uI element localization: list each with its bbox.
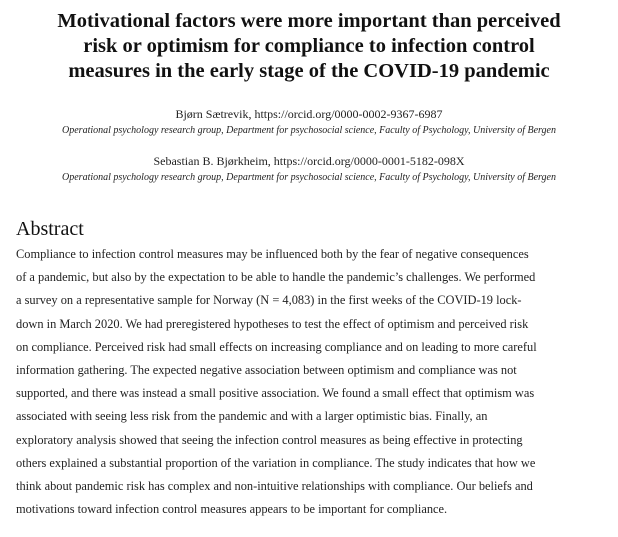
title-line: Motivational factors were more important than perceived [57,10,561,32]
abstract-heading: Abstract [16,218,84,240]
author-affiliation: Operational psychology research group, Department for psychosocial science, Faculty of Psychology, University of Bergen [62,125,556,136]
abstract-line: associated with seeing less risk from the pandemic and with a larger optimistic bias. Finally, an [16,409,488,424]
abstract-line: think about pandemic risk has complex and non-intuitive relationships with compliance. Our beliefs and [16,479,533,494]
abstract-line: information gathering. The expected negative association between optimism and compliance was not [16,363,517,378]
title-line: risk or optimism for compliance to infection control [83,35,535,57]
abstract-line: down in March 2020. We had preregistered hypotheses to test the effect of optimism and perceived risk [16,316,529,331]
abstract-line: supported, and there was instead a small positive association. We found a small effect that optimism was [16,386,535,401]
abstract-line: a survey on a representative sample for Norway (N = 4,083) in the first weeks of the COVID-19 lock- [16,293,522,308]
abstract-line: of a pandemic, but also by the expectation to be able to handle the pandemic’s challenges. We performed [16,270,536,285]
author-block-1 [0,107,618,138]
abstract-line: on compliance. Perceived risk had small effects on increasing compliance and on leading to more careful [16,339,537,354]
author-name: Sebastian B. Bjørkheim, https://orcid.org/0000-0001-5182-098X [153,154,465,168]
abstract-body [16,243,572,521]
author-block-2 [0,154,618,185]
abstract-line: others explained a substantial proportion of the variation in compliance. The study indicates that how we [16,455,536,470]
abstract-line: motivations toward infection control measures appears to be important for compliance. [16,502,448,517]
abstract-line: Compliance to infection control measures may be influenced both by the fear of negative consequences [16,247,529,261]
title-line: measures in the early stage of the COVID-19 pandemic [68,60,550,82]
paper-title [18,9,600,84]
author-name: Bjørn Sætrevik, https://orcid.org/0000-0002-9367-6987 [175,107,443,121]
abstract-line: exploratory analysis showed that seeing the infection control measures as being effective in protecting [16,432,523,447]
author-affiliation: Operational psychology research group, Department for psychosocial science, Faculty of Psychology, University of Bergen [62,172,556,183]
